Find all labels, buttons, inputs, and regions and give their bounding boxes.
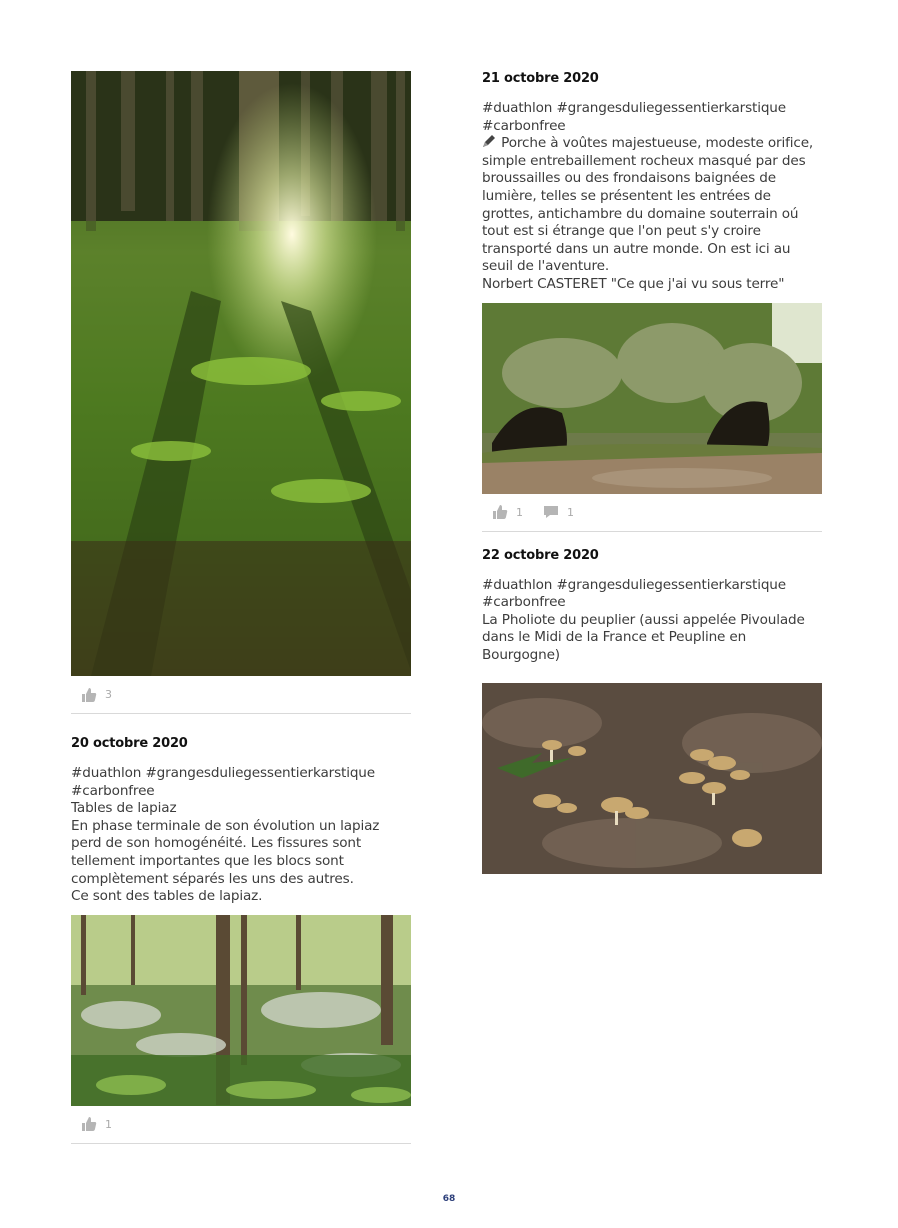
like-count: 3 (105, 688, 112, 701)
post-text-hashtags: #duathlon #grangesduliegessentierkarstique #carbonfree (482, 100, 786, 134)
thumbs-up-icon (492, 504, 508, 520)
page-number: 68 (442, 1194, 456, 1204)
post-text: #duathlon #grangesduliegessentierkarstique #carbonfree La Pholiote du peuplier (aussi appelée Pivoulade dans le Midi de la France et Peupline en Bourgogne) (482, 576, 805, 663)
comment-reaction[interactable] (543, 504, 574, 520)
forest-sunlight-photo[interactable] (71, 71, 411, 676)
post-date: 21 octobre 2020 (482, 71, 599, 86)
like-reaction[interactable] (81, 1116, 112, 1132)
post-text: Porche à voûtes majestueuse, modeste orifice, simple entrebaillement rocheux masqué par des broussailles ou des frondaisons baignées de lumière, telles se présentent les entrées de grottes, antichambre du domaine souterrain oú tout est si étrange que l'on peut s'y croire transporté dans un autre monde. On est ici au seuil de l'aventure. Norbert CASTERET "Ce que j'ai vu sous terre" (482, 135, 814, 292)
comment-icon (543, 504, 559, 520)
like-reaction[interactable] (492, 504, 523, 520)
thumbs-up-icon (81, 1116, 97, 1132)
right-column (482, 71, 822, 874)
limestone-forest-photo[interactable] (71, 915, 411, 1106)
mushrooms-photo[interactable] (482, 683, 822, 874)
post-date: 20 octobre 2020 (71, 736, 188, 751)
like-count: 1 (105, 1117, 112, 1131)
post-text-body (482, 135, 822, 293)
post-reactions (71, 676, 411, 714)
pencil-icon (482, 135, 497, 148)
comment-count: 1 (567, 505, 574, 519)
post-reactions (482, 494, 822, 532)
post-date: 22 octobre 2020 (482, 547, 599, 563)
cave-entrance-photo[interactable] (482, 303, 822, 494)
post-text: #duathlon #grangesduliegessentierkarstique #carbonfree Tables de lapiaz En phase terminale de son évolution un lapiaz perd de son homogénéité. Les fissures sont tellement importantes que les blocs sont complètement séparés les uns des autres. Ce sont des tables de lapiaz. (71, 765, 380, 905)
post-reactions (71, 1106, 411, 1144)
thumbs-up-icon (81, 687, 97, 703)
like-reaction[interactable] (81, 687, 112, 703)
like-count: 1 (516, 505, 523, 519)
left-column (71, 71, 411, 1144)
